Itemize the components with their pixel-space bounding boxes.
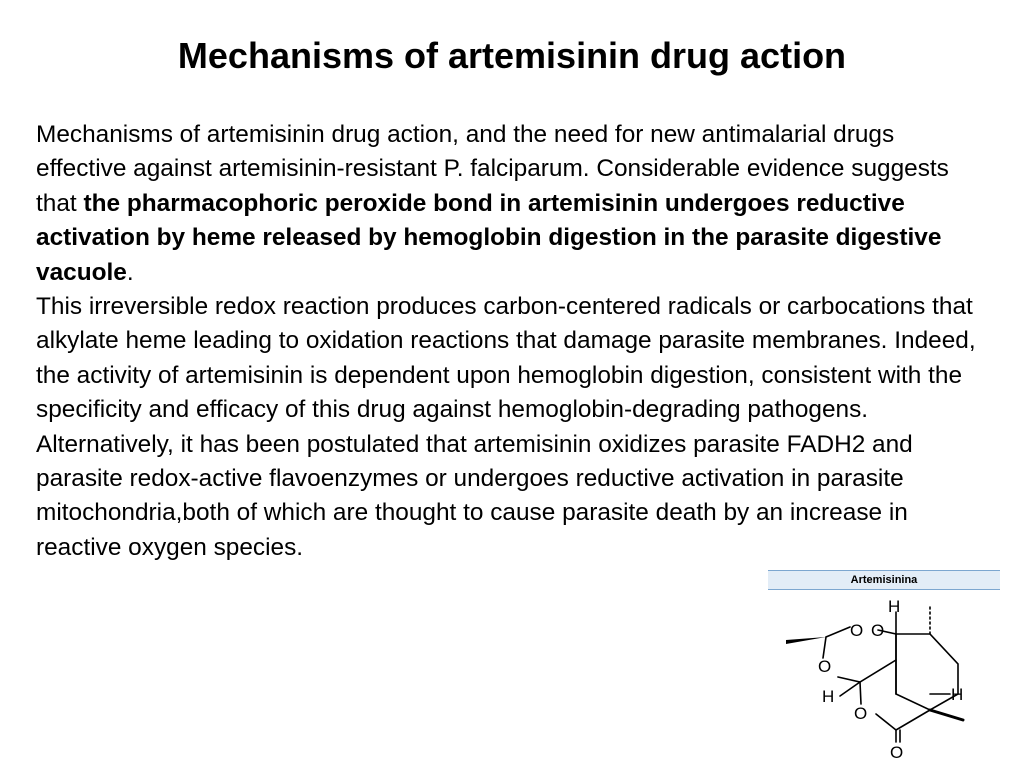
paragraph-1-end: . bbox=[126, 258, 134, 286]
atom-o-carbonyl: O bbox=[890, 743, 904, 760]
methyl-right bbox=[930, 710, 963, 720]
paragraph-3: Alternatively, it has been postulated that artemisinin oxidizes parasite FADH2 and parasite redox-active flavoenzymes or undergoes reductive activation in parasite mitochondria,both of which are thought to cause parasite death by an increase in reactive oxygen species. bbox=[36, 430, 913, 561]
cyclohexane-ring bbox=[896, 634, 958, 710]
slide-title: Mechanisms of artemisinin drug action bbox=[177, 35, 847, 76]
bond-h-left bbox=[840, 682, 860, 696]
paragraph-1 bbox=[36, 118, 986, 290]
methyl-left-wedge bbox=[786, 637, 826, 644]
paragraph-1-emphasis: the pharmacophoric peroxide bond in artemisinin undergoes reductive activation by heme released by hemoglobin digestion in the parasite digestive vacuole bbox=[36, 189, 942, 286]
paragraph-1-intro: Mechanisms of artemisinin drug action, and the need for new antimalarial drugs effective against artemisinin-resistant P. falciparum. Considerable evidence suggests that bbox=[36, 121, 949, 217]
bond-o3-c bbox=[838, 660, 896, 682]
chemical-structure bbox=[768, 592, 1000, 760]
atom-h-right: H bbox=[951, 685, 964, 704]
atom-h-left: H bbox=[822, 687, 835, 706]
bond-lactone bbox=[876, 710, 930, 730]
atom-o1: O bbox=[850, 621, 864, 640]
figure-header: Artemisinina bbox=[768, 570, 1000, 590]
bond-c-o4 bbox=[860, 682, 861, 704]
atom-o3: O bbox=[818, 657, 832, 676]
atom-h-top: H bbox=[888, 597, 901, 616]
artemisinin-structure-figure bbox=[768, 570, 1000, 760]
body-text bbox=[36, 118, 986, 565]
paragraph-2: This irreversible redox reaction produces carbon-centered radicals or carbocations that alkylate heme leading to oxidation reactions that damage parasite membranes. Indeed, the activity of artemisinin is dependent upon hemoglobin digestion, consistent with the specificity and efficacy of this drug against hemoglobin-degrading pathogens. bbox=[36, 293, 976, 424]
atom-o4: O bbox=[854, 704, 868, 723]
atom-o2: O bbox=[871, 621, 885, 640]
bond-o1-c-o bbox=[823, 627, 850, 658]
